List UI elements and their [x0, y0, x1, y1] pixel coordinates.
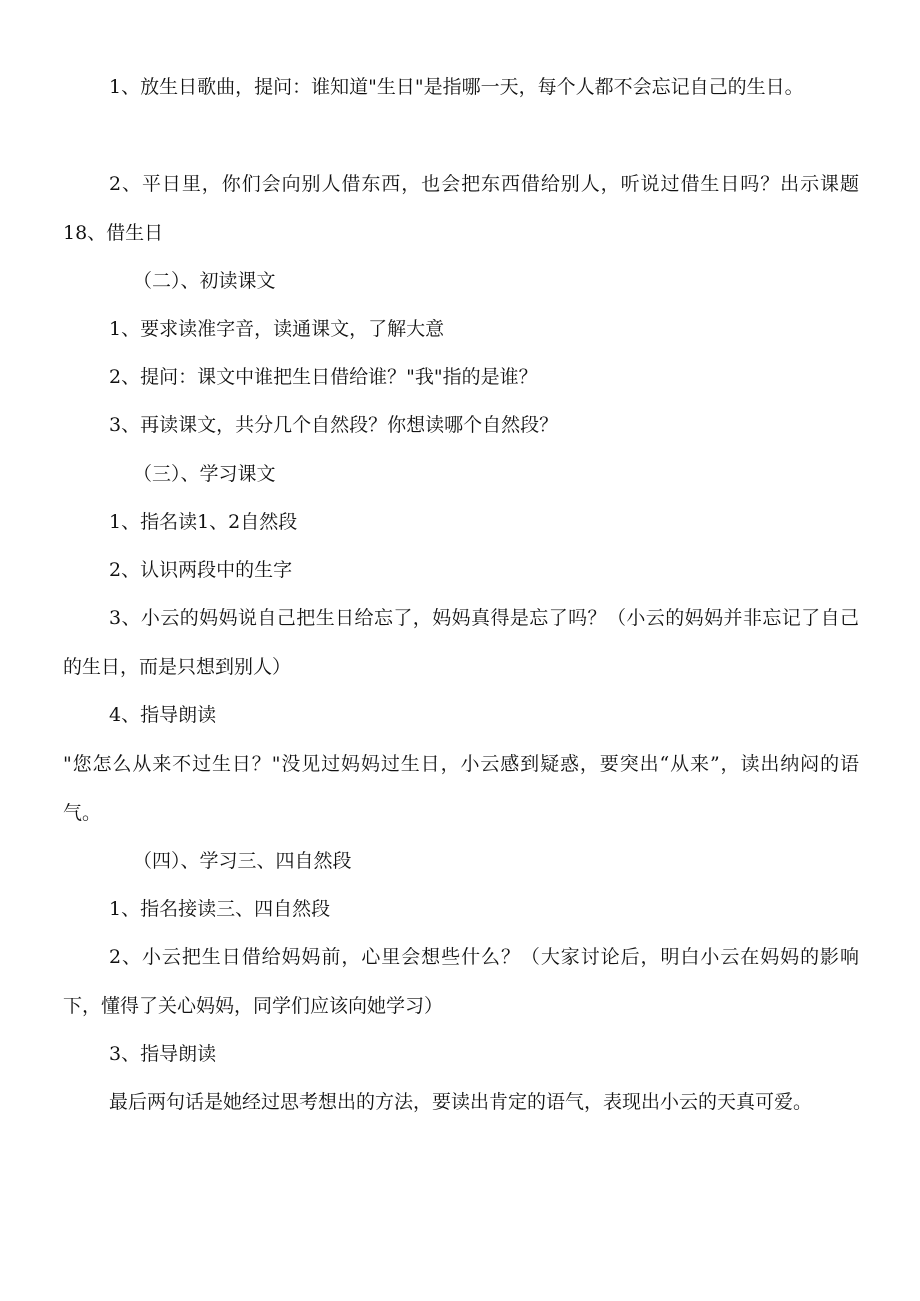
paragraph-6: 1、指名读1、2自然段 [109, 511, 298, 533]
paragraph-13: 3、指导朗读 [109, 1043, 217, 1065]
section-heading-3: （三）、学习课文 [133, 463, 276, 485]
paragraph-5: 3、再读课文，共分几个自然段？你想读哪个自然段？ [109, 414, 559, 436]
paragraph-8: 3、小云的妈妈说自己把生日给忘了，妈妈真得是忘了吗？（小云的妈妈并非忘记了自己的生日，而是只想到别人） [63, 607, 859, 678]
paragraph-9: 4、指导朗读 [109, 704, 217, 726]
paragraph-2: 2、平日里，你们会向别人借东西，也会把东西借给别人，听说过借生日吗？出示课题18、借生日 [63, 173, 859, 244]
paragraph-7: 2、认识两段中的生字 [109, 559, 293, 581]
paragraph-1: 1、放生日歌曲，提问：谁知道"生日"是指哪一天，每个人都不会忘记自己的生日。 [109, 76, 804, 98]
paragraph-3: 1、要求读准字音，读通课文，了解大意 [109, 318, 445, 340]
paragraph-11: 1、指名接读三、四自然段 [109, 898, 331, 920]
section-heading-2: （二）、初读课文 [133, 270, 276, 292]
section-heading-4: （四）、学习三、四自然段 [133, 850, 352, 872]
paragraph-10: "您怎么从来不过生日？"没见过妈妈过生日，小云感到疑惑，要突出“从来”，读出纳闷的语气。 [63, 753, 859, 824]
paragraph-12: 2、小云把生日借给妈妈前，心里会想些什么？（大家讨论后，明白小云在妈妈的影响下，懂得了关心妈妈，同学们应该向她学习） [63, 946, 859, 1017]
paragraph-4: 2、提问：课文中谁把生日借给谁？"我"指的是谁？ [109, 366, 538, 388]
paragraph-14: 最后两句话是她经过思考想出的方法，要读出肯定的语气，表现出小云的天真可爱。 [109, 1091, 813, 1113]
